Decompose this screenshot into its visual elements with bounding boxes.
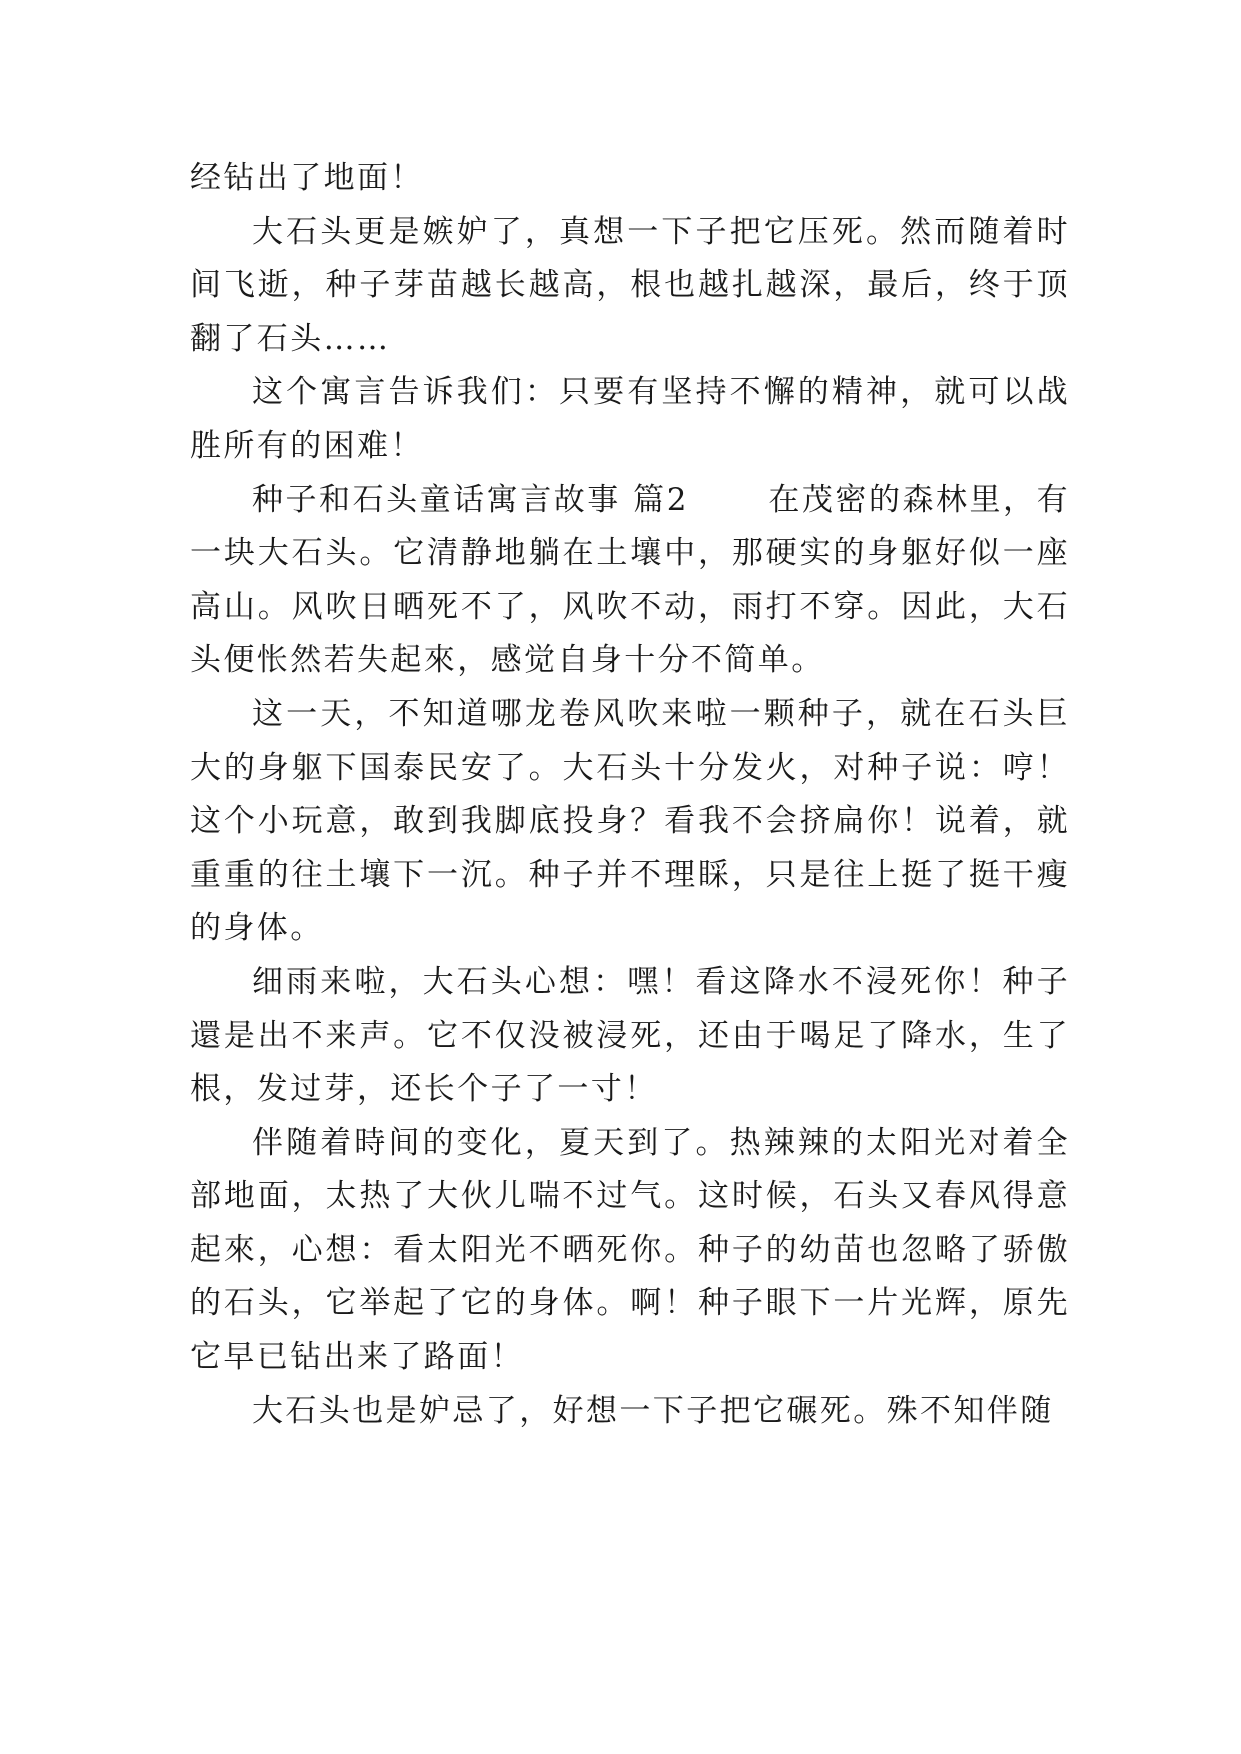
- paragraph-1: 经钻出了地面！: [190, 160, 424, 196]
- paragraph-8: 大石头也是妒忌了，好想一下子把它碾死。殊不知伴随: [252, 1392, 1054, 1429]
- paragraph-2: 大石头更是嫉妒了，真想一下子把它压死。然而随着时间飞逝，种子芽苗越长越高，根也越扎越深，最后，终于顶翻了石头……: [190, 213, 1070, 357]
- paragraph-4: 种子和石头童话寓言故事 篇2 在茂密的森林里，有一块大石头。它清静地躺在土壤中，那硬实的身躯好似一座高山。风吹日晒死不了，风吹不动，雨打不穿。因此，大石头便怅然若失起來，感觉自身十分不简单。: [190, 481, 1070, 679]
- document-body: [190, 152, 1070, 1438]
- paragraph-5: 这一天，不知道哪龙卷风吹来啦一颗种子，就在石头巨大的身躯下国泰民安了。大石头十分发火，对种子说：哼！这个小玩意，敢到我脚底投身？看我不会挤扁你！说着，就重重的往土壤下一沉。种子并不理睬，只是往上挺了挺干瘦的身体。: [190, 695, 1070, 947]
- paragraph-6: 细雨来啦，大石头心想：嘿！看这降水不浸死你！种子還是出不来声。它不仅没被浸死，还由于喝足了降水，生了根，发过芽，还长个子了一寸！: [190, 963, 1070, 1108]
- paragraph-3: 这个寓言告诉我们：只要有坚持不懈的精神，就可以战胜所有的困难！: [190, 374, 1070, 464]
- paragraph-7: 伴随着時间的变化，夏天到了。热辣辣的太阳光对着全部地面，太热了大伙儿喘不过气。这时候，石头又春风得意起來，心想：看太阳光不晒死你。种子的幼苗也忽略了骄傲的石头，它举起了它的身体。啊！种子眼下一片光辉，原先它早已钻出来了路面！: [190, 1124, 1070, 1376]
